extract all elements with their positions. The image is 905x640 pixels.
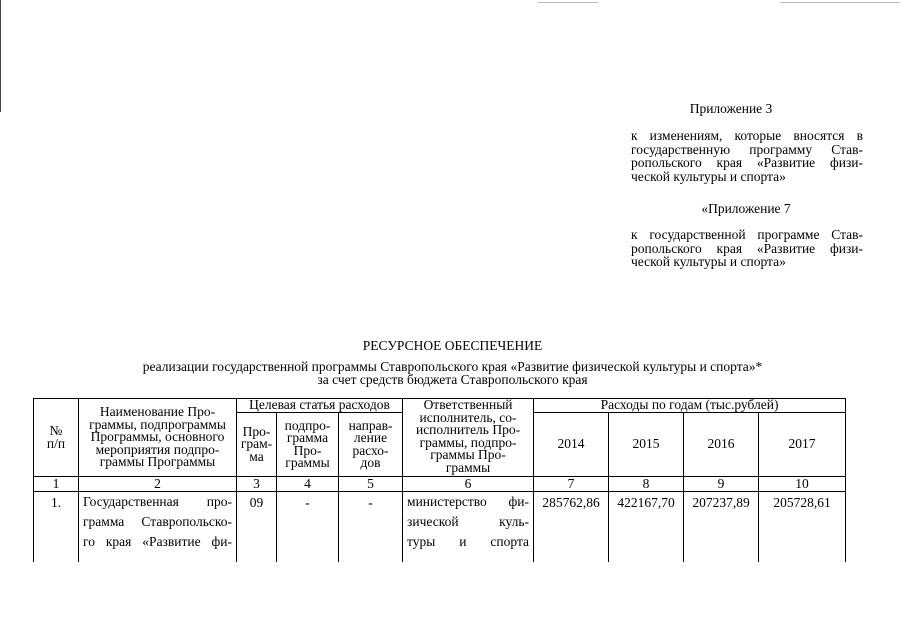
row-program: 09	[237, 492, 277, 562]
row-num: 1.	[34, 492, 79, 562]
header-subprogram: подпро- грамма Про- граммы	[277, 413, 339, 477]
header-program: Про- грам- ма	[237, 413, 277, 477]
appendix-title: Приложение 3	[689, 101, 773, 116]
page-edge-line	[0, 0, 1, 112]
col-number: 7	[534, 477, 609, 492]
header-num: № п/п	[34, 399, 79, 477]
col-number: 3	[237, 477, 277, 492]
col-number: 9	[684, 477, 759, 492]
scan-artifact	[538, 2, 598, 3]
col-number: 2	[79, 477, 237, 492]
row-value-2016: 207237,89	[684, 492, 759, 562]
row-value-2017: 205728,61	[759, 492, 846, 562]
document-title: РЕСУРСНОЕ ОБЕСПЕЧЕНИЕ	[362, 338, 543, 353]
document-subtitle-2: за счет средств бюджета Ставропольского края	[317, 372, 588, 387]
col-number: 1	[34, 477, 79, 492]
appendix2-text: к государственной программе Став- ропольского края «Развитие физи- ческой культуры и спорта»	[631, 227, 863, 270]
header-responsible: Ответственный исполнитель, со- исполнитель Про- граммы, подпро- граммы Про- граммы	[403, 399, 534, 477]
row-responsible: министерство фи- зической куль- туры и спорта	[403, 492, 534, 562]
header-year-2014: 2014	[534, 413, 609, 477]
row-value-2015: 422167,70	[609, 492, 684, 562]
scan-artifact	[780, 2, 900, 3]
header-year-2015: 2015	[609, 413, 684, 477]
col-number: 8	[609, 477, 684, 492]
header-target-article: Целевая статья расходов	[237, 399, 403, 413]
header-year-2016: 2016	[684, 413, 759, 477]
header-year-2017: 2017	[759, 413, 846, 477]
header-expenses: Расходы по годам (тыс.рублей)	[534, 399, 846, 413]
header-name: Наименование Про- граммы, подпрограммы Программы, основного мероприятия подпро- граммы Программы	[79, 399, 237, 477]
appendix-text: к изменениям, которые вносятся в государственную программу Став- ропольского края «Развитие физи- ческой культуры и спорта»	[631, 128, 863, 184]
col-number: 6	[403, 477, 534, 492]
col-number: 5	[339, 477, 403, 492]
table-row	[34, 492, 846, 562]
document-subtitle: реализации государственной программы Ставропольского края «Развитие физической культуры и спорта»*	[142, 359, 763, 374]
row-direction: -	[339, 492, 403, 562]
row-subprogram: -	[277, 492, 339, 562]
col-number: 4	[277, 477, 339, 492]
row-value-2014: 285762,86	[534, 492, 609, 562]
header-direction: направ- ление расхо- дов	[339, 413, 403, 477]
row-name: Государственная про- грамма Ставропольско- го края «Развитие фи-	[79, 492, 237, 562]
resource-table	[33, 398, 846, 562]
col-number: 10	[759, 477, 846, 492]
appendix2-title: «Приложение 7	[701, 201, 791, 216]
